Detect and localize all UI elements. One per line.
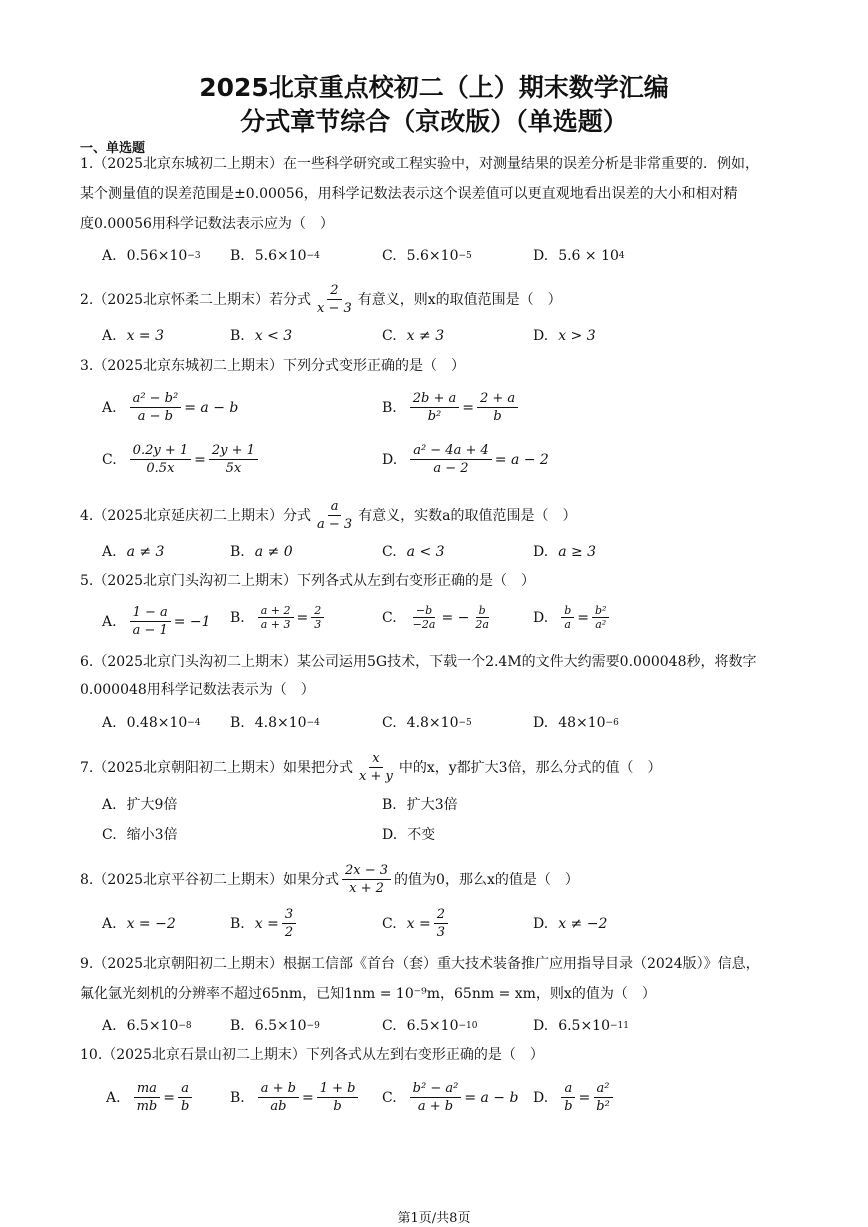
q2-option-b[interactable]: B. x < 3 — [230, 328, 293, 344]
q9-stem-line2: 氟化氩光刻机的分辨率不超过65nm，已知1nm = 10⁻⁹m，65nm = xm，则x的值为（ ） — [80, 986, 656, 1002]
q5-stem: 5.（2025北京门头沟初二上期末）下列各式从左到右变形正确的是（ ） — [80, 573, 535, 589]
q5-option-c[interactable]: C. $\frac{-b}{-2a}$ = − $\frac{b}{2a}$ — [382, 604, 489, 631]
q2-fraction: $\frac{2}{x - 3}$ — [317, 283, 352, 316]
q9-stem-line1: 9.（2025北京朝阳初二上期末）根据工信部《首台（套）重大技术装备推广应用指导目录（2024版）》信息， — [80, 956, 760, 972]
page-number-footer: 第1页/共8页 — [397, 1211, 471, 1226]
q1-stem-line3: 度0.00056用科学记数法表示应为（ ） — [80, 216, 334, 232]
q6-option-a[interactable]: A. 0.48×10 −4 — [102, 715, 201, 731]
q8-fraction: $\frac{2x - 3}{x + 2}$ — [342, 862, 391, 897]
q6-option-c[interactable]: C. 4.8×10 −5 — [382, 715, 472, 731]
q6-stem-line1: 6.（2025北京门头沟初二上期末）某公司运用5G技术，下载一个2.4M的文件大约需要0.000048秒，将数字 — [80, 654, 757, 670]
q9-option-d[interactable]: D. 6.5×10 −11 — [533, 1018, 629, 1034]
q2-option-d[interactable]: D. x > 3 — [533, 328, 596, 344]
q6-stem-line2: 0.000048用科学记数法表示为（ ） — [80, 682, 315, 698]
q4-option-c[interactable]: C. a < 3 — [382, 544, 445, 560]
q10-option-a[interactable]: A. $\frac{ma}{mb}$ = $\frac{a}{b}$ — [106, 1080, 195, 1115]
q6-option-d[interactable]: D. 48×10 −6 — [533, 715, 619, 731]
q4-option-d[interactable]: D. a ≥ 3 — [533, 544, 597, 560]
q10-stem: 10.（2025北京石景山初二上期末）下列各式从左到右变形正确的是（ ） — [80, 1047, 544, 1063]
q2-option-c[interactable]: C. x ≠ 3 — [382, 328, 445, 344]
q7-option-d[interactable]: D. 不变 — [382, 827, 436, 843]
q5-option-a[interactable]: A. $\frac{1 - a}{a - 1}$ = −1 — [102, 605, 211, 638]
q1-option-d[interactable]: D. 5.6 × 10 4 — [533, 248, 625, 264]
q10-option-c[interactable]: C. $\frac{\text{b² − a²}}{a + b}$ = a − b — [382, 1081, 519, 1114]
q3-option-d[interactable]: D. $\frac{\text{a² − 4a + 4}}{a - 2}$ = a − 2 — [382, 443, 549, 476]
q9-option-c[interactable]: C. 6.5×10 −10 — [382, 1018, 478, 1034]
q7-option-b[interactable]: B. 扩大3倍 — [382, 797, 458, 813]
section-heading: 一、单选题 — [80, 141, 146, 156]
q4-option-b[interactable]: B. a ≠ 0 — [230, 544, 293, 560]
q8-option-c[interactable]: C. x = $\frac{2}{3}$ — [382, 906, 451, 941]
q10-option-d[interactable]: D. $\frac{a}{b}$ = $\frac{\text{a²}}{\text{b²}}$ — [533, 1080, 616, 1115]
q8-option-a[interactable]: A. x = −2 — [102, 916, 176, 932]
q8-stem: 8.（2025北京平谷初二上期末）如果分式 $\frac{2x - 3}{x + 2}$ 的值为0，那么x的值是（ ） — [80, 863, 579, 896]
q8-option-b[interactable]: B. x = $\frac{3}{2}$ — [230, 906, 299, 941]
q1-stem-line2: 某个测量值的误差范围是±0.00056，用科学记数法表示这个误差值可以更直观地看出误差的大小和相对精 — [80, 186, 738, 202]
q7-stem: 7.（2025北京朝阳初二上期末）如果把分式 $\frac{x}{x + y}$ 中的x，y都扩大3倍，那么分式的值（ ） — [80, 751, 662, 784]
q5-option-d[interactable]: D. $\frac{b}{a}$ = $\frac{\text{b²}}{\text{a²}}$ — [533, 604, 612, 631]
q2-stem: 2.（2025北京怀柔二上期末）若分式 $\frac{2}{x - 3}$ 有意义，则x的取值范围是（ ） — [80, 283, 562, 316]
q3-stem: 3.（2025北京东城初二上期末）下列分式变形正确的是（ ） — [80, 358, 465, 374]
q9-option-b[interactable]: B. 6.5×10 −9 — [230, 1018, 320, 1034]
q3-option-a[interactable]: A. $\frac{\text{a² − b²}}{a - b}$ = a − b — [102, 391, 239, 424]
q2-option-a[interactable]: A. x = 3 — [102, 328, 164, 344]
q4-option-a[interactable]: A. a ≠ 3 — [102, 544, 165, 560]
q7-fraction: $\frac{x}{x + y}$ — [359, 751, 393, 784]
q7-option-c[interactable]: C. 缩小3倍 — [102, 827, 178, 843]
document-title-line2: 分式章节综合（京改版）（单选题） — [240, 107, 628, 136]
q10-option-b[interactable]: B. $\frac{a + b}{ab}$ = $\frac{1 + b}{b}$ — [230, 1080, 361, 1115]
q1-option-b[interactable]: B. 5.6×10 −4 — [230, 248, 320, 264]
q3-option-c[interactable]: C. $\frac{0.2y + 1}{0.5x}$ = $\frac{2y + 1}{5x}$ — [102, 442, 261, 477]
q8-option-d[interactable]: D. x ≠ −2 — [533, 916, 608, 932]
q1-stem-line1: 1.（2025北京东城初二上期末）在一些科学研究或工程实验中，对测量结果的误差分析是非常重要的．例如， — [80, 156, 759, 172]
q4-stem: 4.（2025北京延庆初二上期末）分式 $\frac{a}{a - 3}$ 有意义，实数a的取值范围是（ ） — [80, 499, 577, 532]
document-title-line1: 2025北京重点校初二（上）期末数学汇编 — [199, 73, 669, 102]
q1-option-a[interactable]: A. 0.56×10 −3 — [102, 248, 201, 264]
q1-option-c[interactable]: C. 5.6×10 −5 — [382, 248, 472, 264]
q4-fraction: $\frac{a}{a - 3}$ — [317, 499, 353, 532]
q3-option-b[interactable]: B. $\frac{2b + a}{\text{b²}}$ = $\frac{2 + a}{b}$ — [382, 390, 521, 425]
q7-option-a[interactable]: A. 扩大9倍 — [102, 797, 178, 813]
q9-option-a[interactable]: A. 6.5×10 −8 — [102, 1018, 192, 1034]
q5-option-b[interactable]: B. $\frac{a + 2}{a + 3}$ = $\frac{2}{3}$ — [230, 604, 327, 631]
q6-option-b[interactable]: B. 4.8×10 −4 — [230, 715, 320, 731]
